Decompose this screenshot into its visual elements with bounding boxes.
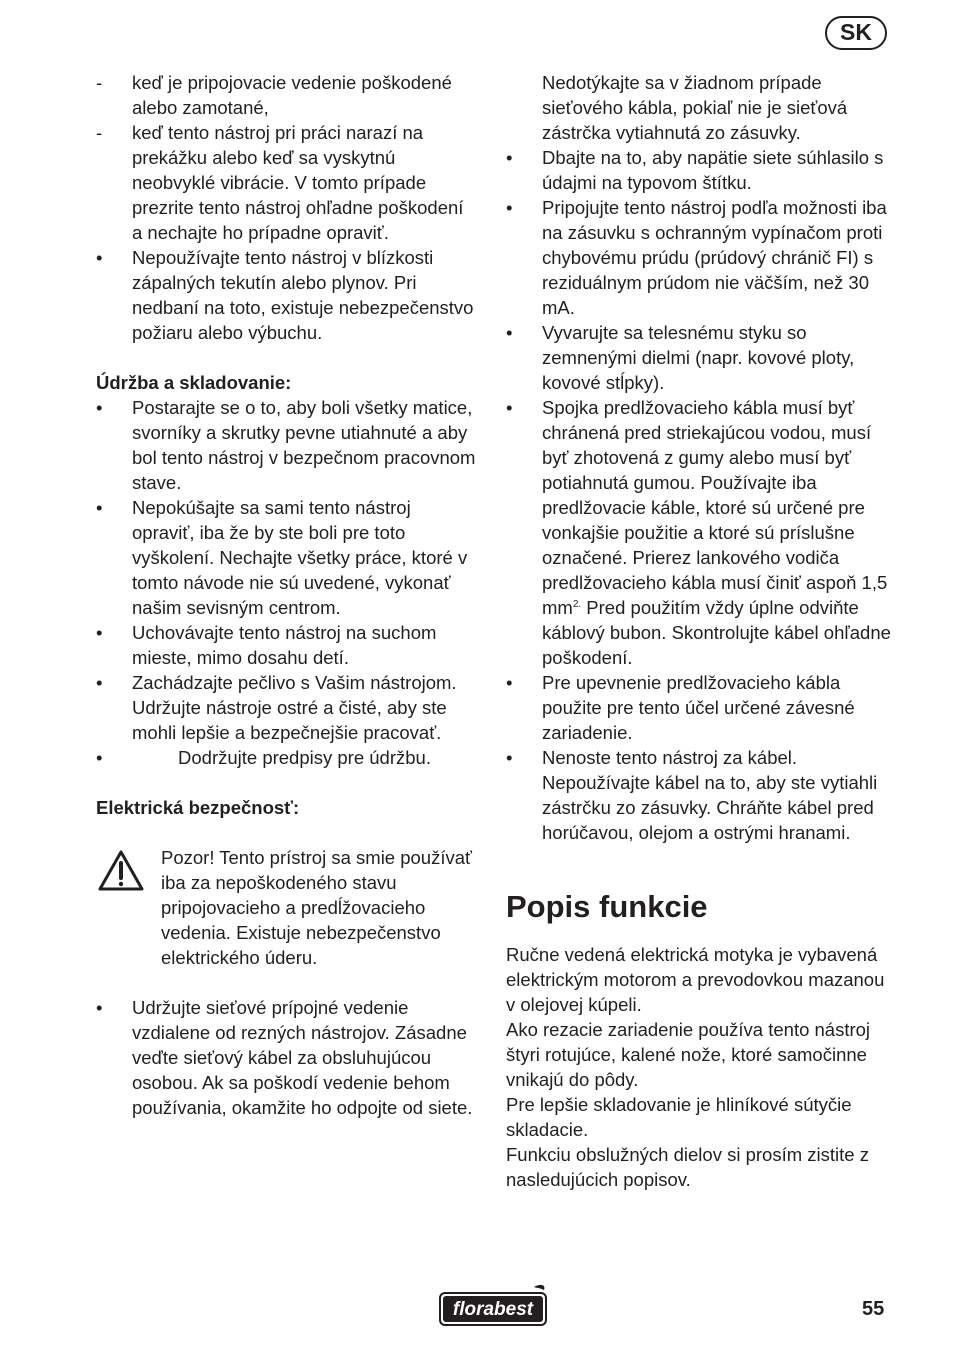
list-item-text: Udržujte sieťové prípojné vedenie vzdialene od rezných nástrojov. Zásadne veďte sieťový kábel za obsluhujúcou osobou. Ak sa poškodí vedenie behom používania, okamžite ho odpojte od siete. [132,997,473,1118]
list-item [96,620,478,670]
list-item-text: Postarajte se o to, aby boli všetky matice, svorníky a skrutky pevne utiahnuté a aby bol tento nástroj v bezpečnom pracovnom stave. [132,397,476,493]
warning-icon [98,849,144,891]
list-item [506,145,896,195]
list-bullet: • [506,147,513,168]
list-item-text: keď tento nástroj pri práci narazí na prekážku alebo keď sa vyskytnú neobvyklé vibrácie. V tomto prípade prezrite tento nástroj ohľadne poškodení a nechajte ho prípadne opraviť. [132,122,464,243]
list-bullet: • [96,747,103,768]
list-item-text: Nepokúšajte sa sami tento nástroj opraviť, iba že by ste boli pre toto vyškolení. Nechajte všetky práce, ktoré v tomto návode nie sú uvedené, vykonať našim sevisným centrom. [132,497,468,618]
electrical-heading: Elektrická bezpečnosť: [96,797,300,818]
spacer [96,770,478,795]
list-item [96,995,478,1120]
list-item-text: Vyvarujte sa telesnému styku so zemnenými dielmi (napr. kovové ploty, kovové stĺpky). [542,322,855,393]
list-bullet: • [506,397,513,418]
language-badge: SK [825,16,887,50]
list-bullet: • [96,247,103,268]
list-item-continuation [506,70,896,145]
list-item [96,670,478,745]
list-item [506,320,896,395]
list-bullet: • [96,622,103,643]
list-item-text: Pripojujte tento nástroj podľa možnosti iba na zásuvku s ochranným vypínačom proti chybovému prúdu (prúdový chránič FI) s reziduálnym prúdom nie väčším, než 30 mA. [542,197,887,318]
paragraph: Ručne vedená elektrická motyka je vybavená elektrickým motorom a prevodovkou mazanou v olejovej kúpeli. [506,944,885,1015]
list-item-text: Pre upevnenie predlžovacieho kábla použite pre tento účel určené závesné zariadenie. [542,672,855,743]
superscript: 2. [572,598,582,610]
paragraph: Pre lepšie skladovanie je hliníkové sútyčie skladacie. [506,1094,852,1140]
spacer [96,970,478,995]
spacer [96,820,478,845]
list-bullet: • [96,997,103,1018]
paragraph: Funkciu obslužných dielov si prosím zistite z nasledujúcich popisov. [506,1144,869,1190]
section-title: Popis funkcie [506,889,708,924]
list-bullet: • [506,197,513,218]
list-item-text: Dbajte na to, aby napätie siete súhlasilo s údajmi na typovom štítku. [542,147,884,193]
list-item [96,70,478,120]
left-column [96,70,478,1120]
warning-block [96,845,478,970]
florabest-logo [438,1281,548,1327]
list-item-text: Dodržujte predpisy pre údržbu. [178,747,431,768]
list-bullet: • [506,747,513,768]
list-item [96,745,478,770]
list-item [96,495,478,620]
list-bullet: • [506,322,513,343]
list-item [96,245,478,345]
list-bullet: • [96,397,103,418]
list-item-text: Zachádzajte pečlivo s Vašim nástrojom. Udržujte nástroje ostré a čisté, aby ste mohli lepšie a bezpečnejšie pracovať. [132,672,457,743]
warning-text: Pozor! Tento prístroj sa smie používať iba za nepoškodeného stavu pripojovacieho a predĺžovacieho vedenia. Existuje nebezpečenstvo elektrického úderu. [161,847,472,968]
list-item-text: Nedotýkajte sa v žiadnom prípade sieťového kábla, pokiaľ nie je sieťová zástrčka vytiahnutá zo zásuvky. [542,72,848,143]
logo-text: florabest [452,1299,534,1320]
right-column [506,70,896,1192]
maintenance-heading: Údržba a skladovanie: [96,372,292,393]
list-item-text: Spojka predlžovacieho kábla musí byť chránená pred striekajúcou vodou, musí byť zhotovená z gumy alebo musí byť potiahnutá gumou. Používajte iba predlžovacie káble, ktoré sú určené pre vonkajšie použitie a ktoré sú príslušne označené. Prierez lankového vodiča predlžovacieho kábla musí činiť aspoň 1,5 mm [542,397,888,618]
list-item-text: Nepoužívajte tento nástroj v blízkosti zápalných tekutín alebo plynov. Pri nedbaní na toto, existuje nebezpečenstvo požiaru alebo výbuchu. [132,247,474,343]
spacer [96,345,478,370]
list-item-text: Pred použitím vždy úplne odviňte káblový bubon. Skontrolujte kábel ohľadne poškodení. [542,597,891,668]
page-number: 55 [862,1298,885,1320]
list-bullet: • [506,672,513,693]
list-item [506,745,896,845]
list-item-text: Uchovávajte tento nástroj na suchom mieste, mimo dosahu detí. [132,622,437,668]
list-bullet: • [96,672,103,693]
list-bullet: • [96,497,103,518]
list-item [96,120,478,245]
list-dash: - [96,72,103,93]
paragraph: Ako rezacie zariadenie používa tento nástroj štyri rotujúce, kalené nože, ktoré samočinne vnikajú do pôdy. [506,1019,871,1090]
list-item [506,195,896,320]
list-item [96,395,478,495]
list-item-text: keď je pripojovacie vedenie poškodené alebo zamotané, [132,72,452,118]
list-dash: - [96,122,103,143]
list-item-cable [506,395,896,670]
list-item-text: Nenoste tento nástroj za kábel. Nepoužívajte kábel na to, aby ste vytiahli zástrčku zo zásuvky. Chráňte kábel pred horúčavou, olejom a ostrými hranami. [542,747,878,843]
list-item [506,670,896,745]
